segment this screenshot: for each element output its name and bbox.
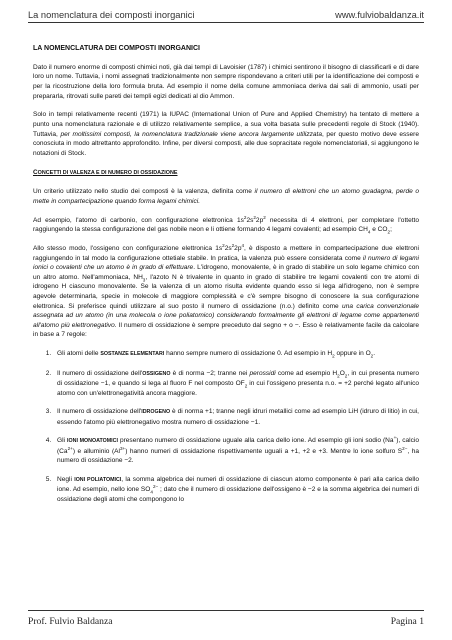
document-title: LA NOMENCLATURA DEI COMPOSTI INORGANICI (33, 45, 200, 52)
rule-item: 5. Negli IONI POLIATOMICI, la somma algebrica dei numeri di ossidazione di ciascun atomo componente è pari alla carica dello ione. Ad esempio, nello ione $SO_4^{2-}$ ; dato che il numero di ossidazione dell'ossigeno è −2 e la somma algebrica dei numeri di ossidazione degli atomi che compongono lo (53, 475, 419, 505)
footer-author: Prof. Fulvio Baldanza (28, 616, 113, 627)
header-website: www.fulviobaldanza.it (335, 10, 424, 20)
header-title: La nomenclatura dei composti inorganici (28, 10, 195, 20)
rule-item: 3. Il numero di ossidazione dell'IDROGENO è di norma +1; tranne negli idruri metallici come ad esempio LiH (idruro di litio) in cui, essendo l'atomo più elettronegativo mostra numero di ossidazione −1. (53, 407, 419, 427)
rule-item: 1. Gli atomi delle SOSTANZE ELEMENTARI hanno sempre numero di ossidazione 0. Ad esempio in $H_2$ oppure in $O_2$. (53, 349, 419, 360)
document-body (33, 44, 419, 513)
section-heading: CONCETTI DI VALENZA E DI NUMERO DI OSSIDAZIONE (33, 168, 178, 176)
rules-list (33, 349, 419, 504)
paragraph-valenza: Un criterio utilizzato nello studio dei composti è la valenza, definita come il numero di elettroni che un atomo guadagna, perde o mette in compartecipazione quando forma legami chimici. (33, 188, 420, 205)
page-header (28, 10, 424, 23)
paragraph-intro: Dato il numero enorme di composti chimici noti, già dai tempi di Lavoisier (1787) i chimici sentirono il bisogno di classificarli e di dare loro un nome. Tuttavia, i nomi assegnati tradizionalmente non sempre rispondevano a criteri utili per la identificazione dei composti e per la ricostruzione della loro formula bruta. Ad esempio il nome della comune ammoniaca deriva dai sali di ammonio, usati per prepararla, ritrovati sulle pareti dei templi egizi dedicati al dio Ammon. (33, 63, 419, 100)
paragraph-iupac: Solo in tempi relativamente recenti (1971) la IUPAC (International Union of Pure and Applied Chemistry) ha tentato di mettere a punto una nomenclatura razionale e di utilizzo relativamente semplice, a sua volta basata sulle precedenti regole di Stock (1940). Tuttavia, per moltissimi composti, la nomenclatura tradizionale viene ancora largamente utilizzata, per questo motivo deve essere conosciuta in modo altrettanto approfondito. Infine, per diversi composti, alle due sopracitate regole nomenclatoriali, si aggiungono le notazioni di Stock. (33, 111, 419, 157)
paragraph-ossigeno: Allo stesso modo, l'ossigeno con configurazione elettronica $1s^22s^22p^4$, è disposto a mettere in compartecipazione due elettroni raggiungendo in tal modo la configurazione ottetiale stabile. In pratica, la valenza può essere considerata come il numero di legami ionici o covalenti che un atomo è in grado di effettuare. L'idrogeno, monovalente, è in grado di stabilire un solo legame chimico con un altro atomo. Nell'ammoniaca, $NH_3$, l'azoto N è trivalente in quanto in grado di stabilire tre legami covalenti con tre atomi di idrogeno H ciascuno monovalente. Se la valenza di un atomo risulta evidente quando esso si lega all'idrogeno, non è sempre agevole determinarla, specie in molecole di maggiore complessità e c'è sempre bisogno di conoscere la sua configurazione elettronica. Si preferisce quindi utilizzare al suo posto il numero di ossidazione (n.o.) definito come una carica convenzionale assegnata ad un atomo (in una molecola o ione poliatomico) considerando formalmente gli elettroni di legame come appartenenti all'atomo più elettronegativo. Il numero di ossidazione è sempre preceduto dal segno + o −. Esso è relativamente facile da calcolare in base a 7 regole: (33, 242, 420, 339)
rule-item: 4. Gli IONI MONOATOMICI presentano numero di ossidazione uguale alla carica dello ione. Ad esempio gli ioni sodio (Na+), calcio $(Ca^{2+})$ e alluminio $(Al^{3+})$ hanno numeri di ossidazione rispettivamente uguali a +1, +2 e +3. Mentre lo ione solfuro $S^{2-}$, ha numero di ossidazione −2. (53, 436, 419, 466)
rule-item: 2. Il numero di ossidazione dell'OSSIGENO è di norma −2; tranne nei perossidi come ad esempio $H_2O_2$, in cui presenta numero di ossidazione −1, e quando si lega al fluoro F nel composto $OF_2$ in cui l'ossigeno presenta n.o. = +2 perché legato all'unico atomo con un'elettronegatività ancora maggiore. (53, 369, 419, 399)
page-footer (28, 610, 424, 627)
footer-page-number: Pagina 1 (390, 616, 424, 627)
paragraph-carbonio: Ad esempio, l'atomo di carbonio, con configurazione elettronica $1s^22s^22p^2$ necessita di 4 elettroni, per completare l'ottetto raggiungendo la stessa configurazione del gas nobile neon e li ottiene formando 4 legami covalenti; ad esempio $CH_4$ e $CO_2$; (33, 214, 420, 235)
